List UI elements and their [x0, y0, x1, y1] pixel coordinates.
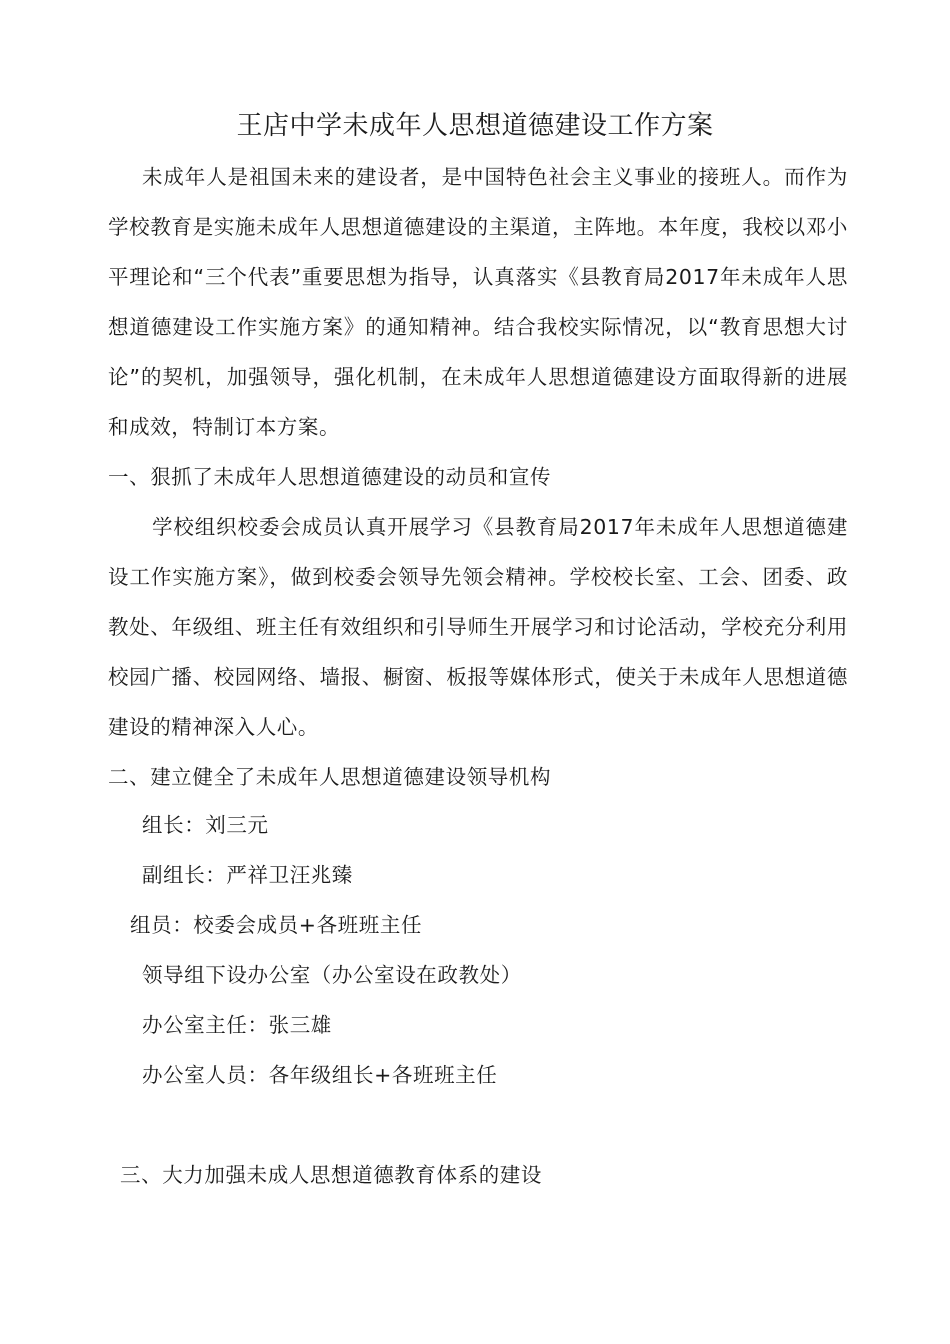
members-line: 组员：校委会成员+各班班主任: [130, 913, 423, 937]
intro-paragraph: 未成年人是祖国未来的建设者，是中国特色社会主义事业的接班人。而作为学校教育是实施未成年人思想道德建设的主渠道，主阵地。本年度，我校以邓小平理论和“三个代表”重要思想为指导，认真落实《县教育局2017年未成年人思想道德建设工作实施方案》的通知精神。结合我校实际情况，以“教育思想大讨论”的契机，加强领导，强化机制，在未成年人思想道德建设方面取得新的进展和成效，特制订本方案。: [108, 165, 848, 439]
section-1-paragraph: 学校组织校委会成员认真开展学习《县教育局2017年未成年人思想道德建设工作实施方案》，做到校委会领导先领会精神。学校校长室、工会、团委、政教处、年级组、班主任有效组织和引导师生开展学习和讨论活动，学校充分利用校园广播、校园网络、墙报、橱窗、板报等媒体形式，使关于未成年人思想道德建设的精神深入人心。: [108, 515, 848, 739]
leader-line: 组长：刘三元: [142, 813, 269, 837]
office-director-line: 办公室主任：张三雄: [142, 1013, 332, 1037]
section-2-heading: 二、建立健全了未成年人思想道德建设领导机构: [108, 765, 552, 789]
office-staff-line: 办公室人员：各年级组长+各班班主任: [142, 1063, 498, 1087]
office-setup-line: 领导组下设办公室（办公室设在政教处）: [142, 963, 522, 987]
section-3-heading: 三、大力加强未成人思想道德教育体系的建设: [120, 1163, 542, 1187]
section-1-heading: 一、狠抓了未成年人思想道德建设的动员和宣传: [108, 465, 552, 489]
document-title: 王店中学未成年人思想道德建设工作方案: [236, 111, 714, 141]
deputy-leader-line: 副组长：严祥卫汪兆臻: [142, 863, 353, 887]
